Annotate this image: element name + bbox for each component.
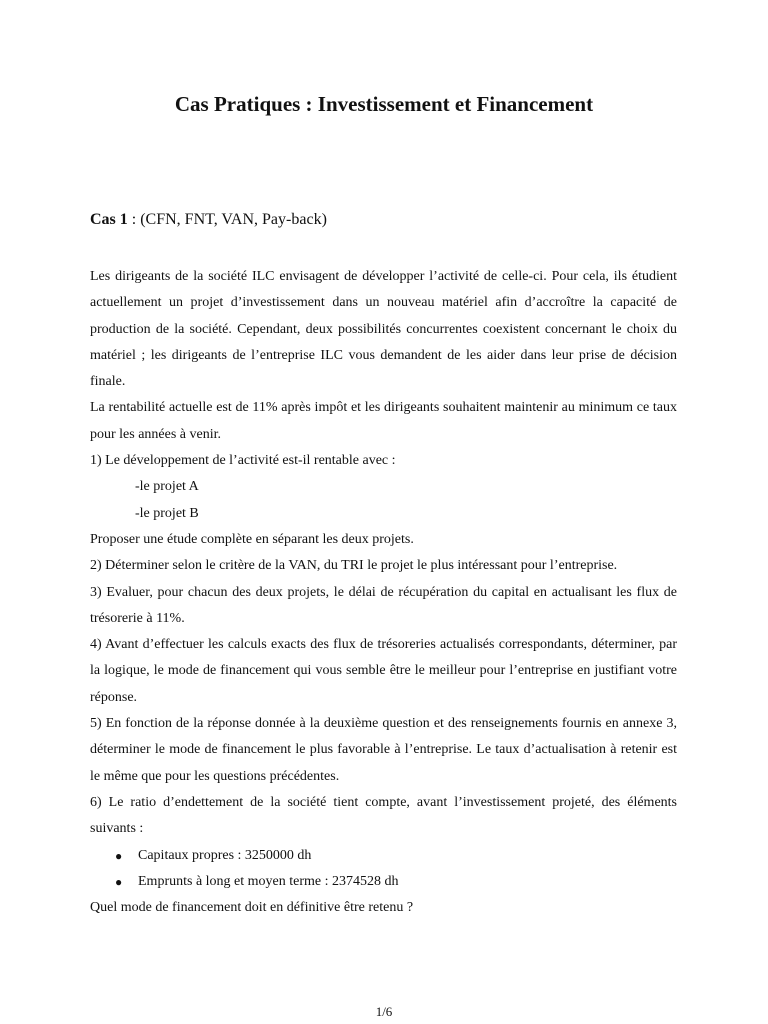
question-4: 4) Avant d’effectuer les calculs exacts des flux de trésoreries actualisés correspondants, déterminer, par la logique, le mode de financement qui vous semble être le meilleur pour l’entreprise en justifiant votre réponse. [90, 637, 677, 705]
case-heading [90, 211, 327, 229]
document-title: Cas Pratiques : Investissement et Financement [174, 92, 594, 116]
bullet-text: Emprunts à long et moyen terme : 2374528 dh [138, 873, 399, 889]
question-2: 2) Déterminer selon le critère de la VAN, du TRI le projet le plus intéressant pour l’entreprise. [90, 558, 618, 574]
bullet-icon: ● [115, 874, 123, 889]
bullet-text: Capitaux propres : 3250000 dh [138, 847, 312, 863]
question-6: 6) Le ratio d’endettement de la société tient compte, avant l’investissement projeté, des éléments suivants : [90, 794, 677, 837]
intro-paragraph: Les dirigeants de la société ILC envisagent de développer l’activité de celle-ci. Pour cela, ils étudient actuellement un projet d’investissement dans un nouveau matériel afin d’accroître la capacité de production de la société. Cependant, deux possibilités concurrentes coexistent concernant le choix du matériel ; les dirigeants de l’entreprise ILC vous demandent de les aider dans leur prise de décision finale. [90, 269, 677, 390]
question-1: 1) Le développement de l’activité est-il rentable avec : [90, 453, 396, 469]
page-number: 1/6 [375, 1004, 393, 1019]
closing-question: Quel mode de financement doit en définitive être retenu ? [90, 900, 414, 916]
bullet-emprunts [90, 869, 677, 895]
rentabilite-paragraph: La rentabilité actuelle est de 11% après impôt et les dirigeants souhaitent maintenir au minimum ce taux pour les années à venir. [90, 400, 677, 442]
case-label: Cas 1 [90, 211, 128, 228]
question-3: 3) Evaluer, pour chacun des deux projets, le délai de récupération du capital en actualisant les flux de trésorerie à 11%. [90, 584, 677, 626]
case-subtitle: : (CFN, FNT, VAN, Pay-back) [127, 211, 327, 228]
project-b-item: -le projet B [135, 505, 199, 521]
bullet-capitaux-propres [90, 843, 677, 869]
question-1-note: Proposer une étude complète en séparant les deux projets. [90, 531, 414, 547]
question-5: 5) En fonction de la réponse donnée à la deuxième question et des renseignements fournis en annexe 3, déterminer le mode de financement le plus favorable à l’entreprise. Le taux d’actualisation à retenir est le même que pour les questions précédentes. [90, 716, 677, 784]
question-6-bullets [90, 843, 677, 896]
document-body [90, 264, 677, 921]
bullet-icon: ● [115, 848, 123, 863]
project-a-item: -le projet A [135, 479, 199, 495]
